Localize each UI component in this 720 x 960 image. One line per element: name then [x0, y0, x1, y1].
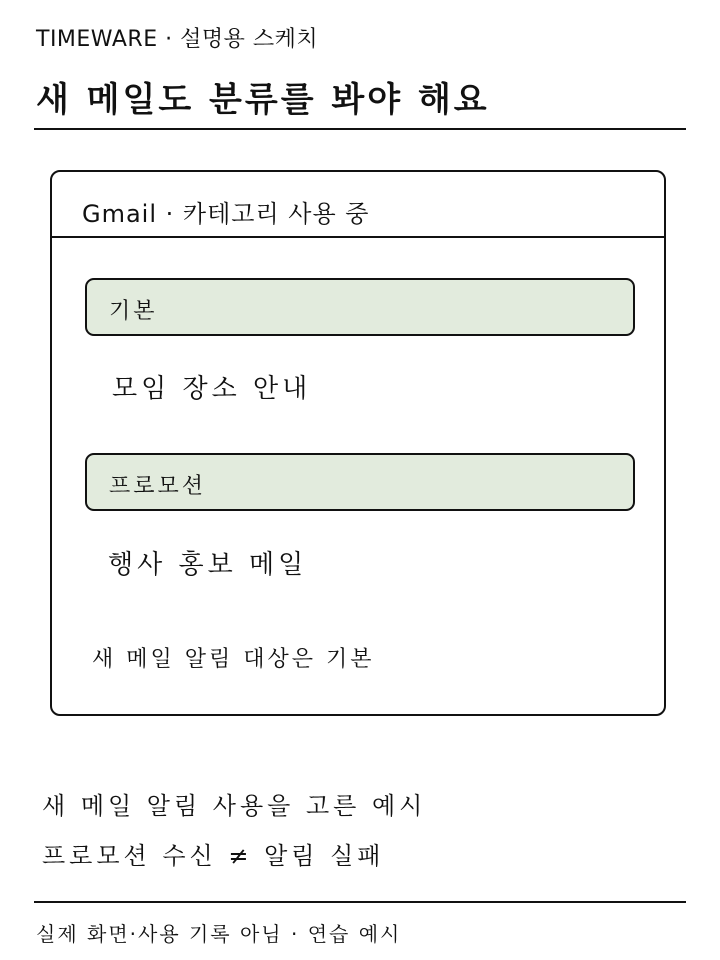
divider	[34, 128, 686, 130]
mail-item[interactable]: 행사 홍보 메일	[108, 550, 308, 580]
panel-header	[52, 172, 664, 238]
category-tab-promotions[interactable]	[85, 453, 635, 511]
panel-title: Gmail · 카테고리 사용 중	[82, 200, 370, 228]
gmail-panel	[50, 170, 666, 716]
category-label: 기본	[109, 299, 158, 324]
caption-line: 프로모션 수신 ≠ 알림 실패	[42, 842, 385, 870]
notification-note: 새 메일 알림 대상은 기본	[92, 647, 375, 672]
divider	[34, 901, 686, 903]
footer-note: 실제 화면·사용 기록 아님 · 연습 예시	[36, 922, 402, 946]
caption-line: 새 메일 알림 사용을 고른 예시	[42, 792, 427, 820]
mail-item[interactable]: 모임 장소 안내	[112, 374, 312, 404]
category-tab-primary[interactable]	[85, 278, 635, 336]
brand-line: TIMEWARE · 설명용 스케치	[36, 27, 319, 52]
page-title: 새 메일도 분류를 봐야 해요	[36, 80, 490, 120]
category-label: 프로모션	[109, 474, 207, 499]
